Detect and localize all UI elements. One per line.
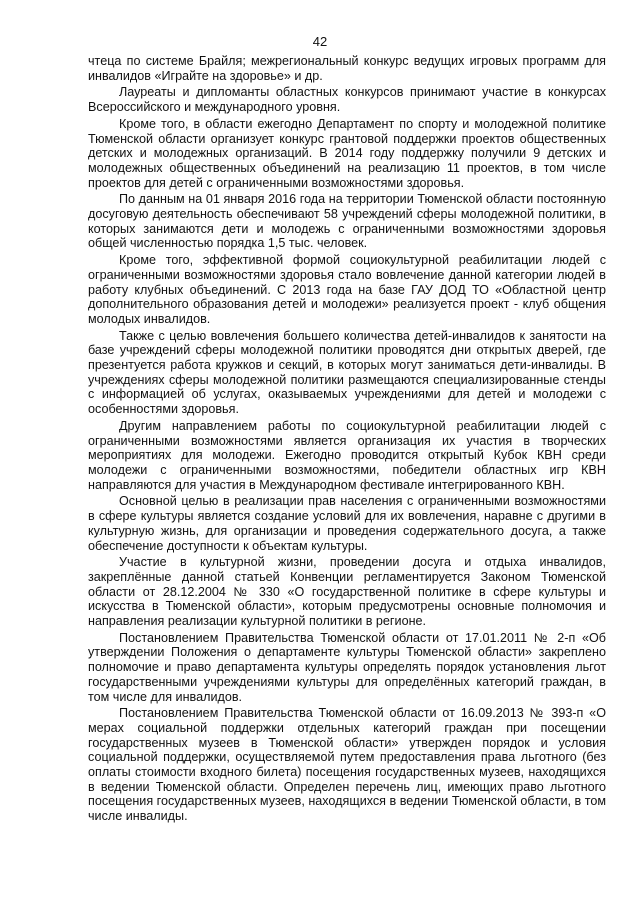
paragraph-braille-contest: чтеца по системе Брайля; межрегиональный конкурс ведущих игровых программ для инвалидов «Играйте на здоровье» и др. — [88, 54, 606, 83]
page-number: 42 — [312, 34, 328, 49]
paragraph-laureates: Лауреаты и дипломанты областных конкурсов принимают участие в конкурсах Всероссийского и международного уровня. — [88, 85, 606, 115]
paragraph-youth-institutions: По данным на 01 января 2016 года на территории Тюменской области постоянную досуговую деятельность обеспечивают 58 учреждений сферы молодежной политики, в которых занимаются дети и молодежь с ограниченными возможностями здоровья общей численностью порядка 1,5 тыс. человек. — [88, 192, 606, 251]
paragraph-club-associations: Кроме того, эффективной формой социокультурной реабилитации людей с ограниченными возможностями здоровья стало вовлечение данной категории людей в работу клубных объединений. С 2013 года на базе ГАУ ДОД ТО «Областной центр дополнительного образования детей и молодежи» реализуется проект - клуб общения молодых инвалидов. — [88, 253, 606, 326]
paragraph-culture-law: Участие в культурной жизни, проведении досуга и отдыха инвалидов, закреплённые данной статьей Конвенции регламентируется Законом Тюменской области от 28.12.2004 № 330 «О государственной политике в сфере культуры и искусства в Тюменской области», которым предусмотрены основные полномочия и направления реализации культурной политики в регионе. — [88, 555, 606, 629]
paragraph-decree-2013: Постановлением Правительства Тюменской области от 16.09.2013 № 393-п «О мерах социальной поддержки отдельных категорий граждан при посещении государственных музеев в Тюменской области» утвержден порядок и условия социальной поддержки, осуществляемой путем предоставления права льготного (без оплаты стоимости входного билета) посещения государственных музеев, находящихся в ведении Тюменской области. Определен перечень лиц, имеющих право льготного посещения государственных музеев, находящихся в ведении Тюменской области, в том числе инвалиды. — [88, 706, 606, 824]
paragraph-decree-2011: Постановлением Правительства Тюменской области от 17.01.2011 № 2-п «Об утверждении Положения о департаменте культуры Тюменской области» закреплено полномочие и право департамента культуры определять порядок установления льгот государственными учреждениями культуры для определённых категорий граждан, в том числе для инвалидов. — [88, 630, 606, 704]
paragraph-culture-goal: Основной целью в реализации прав населения с ограниченными возможностями в сфере культуры является создание условий для их вовлечения, наравне с другими в культурную жизнь, для организации и проведения содержательного досуга, а также обеспечение доступности к объектам культуры. — [88, 494, 606, 553]
document-body — [88, 54, 606, 826]
paragraph-open-days: Также с целью вовлечения большего количества детей-инвалидов к занятости на базе учреждений сферы молодежной политики проводятся дни открытых дверей, где презентуется работа кружков и секций, в которых могут заниматься дети-инвалиды. В учреждениях сферы молодежной политики размещаются специализированные стенды с информацией об услугах, оказываемых учреждениями для детей и молодежи с особенностями здоровья. — [88, 328, 606, 417]
paragraph-grant-support: Кроме того, в области ежегодно Департамент по спорту и молодежной политике Тюменской области организует конкурс грантовой поддержки проектов общественных детских и молодежных организаций. В 2014 году поддержку получили 9 детских и молодежных общественных объединений на реализацию 11 проектов, в том числе проектов для детей с ограниченными возможностями здоровья. — [88, 116, 606, 190]
paragraph-kvn-cup: Другим направлением работы по социокультурной реабилитации людей с ограниченными возможностями является организация их участия в творческих мероприятиях для молодежи. Ежегодно проводится открытый Кубок КВН среди молодежи с ограниченными возможностями, победители областных игр КВН направляются для участия в Международном фестивале интегрированного КВН. — [88, 418, 606, 492]
